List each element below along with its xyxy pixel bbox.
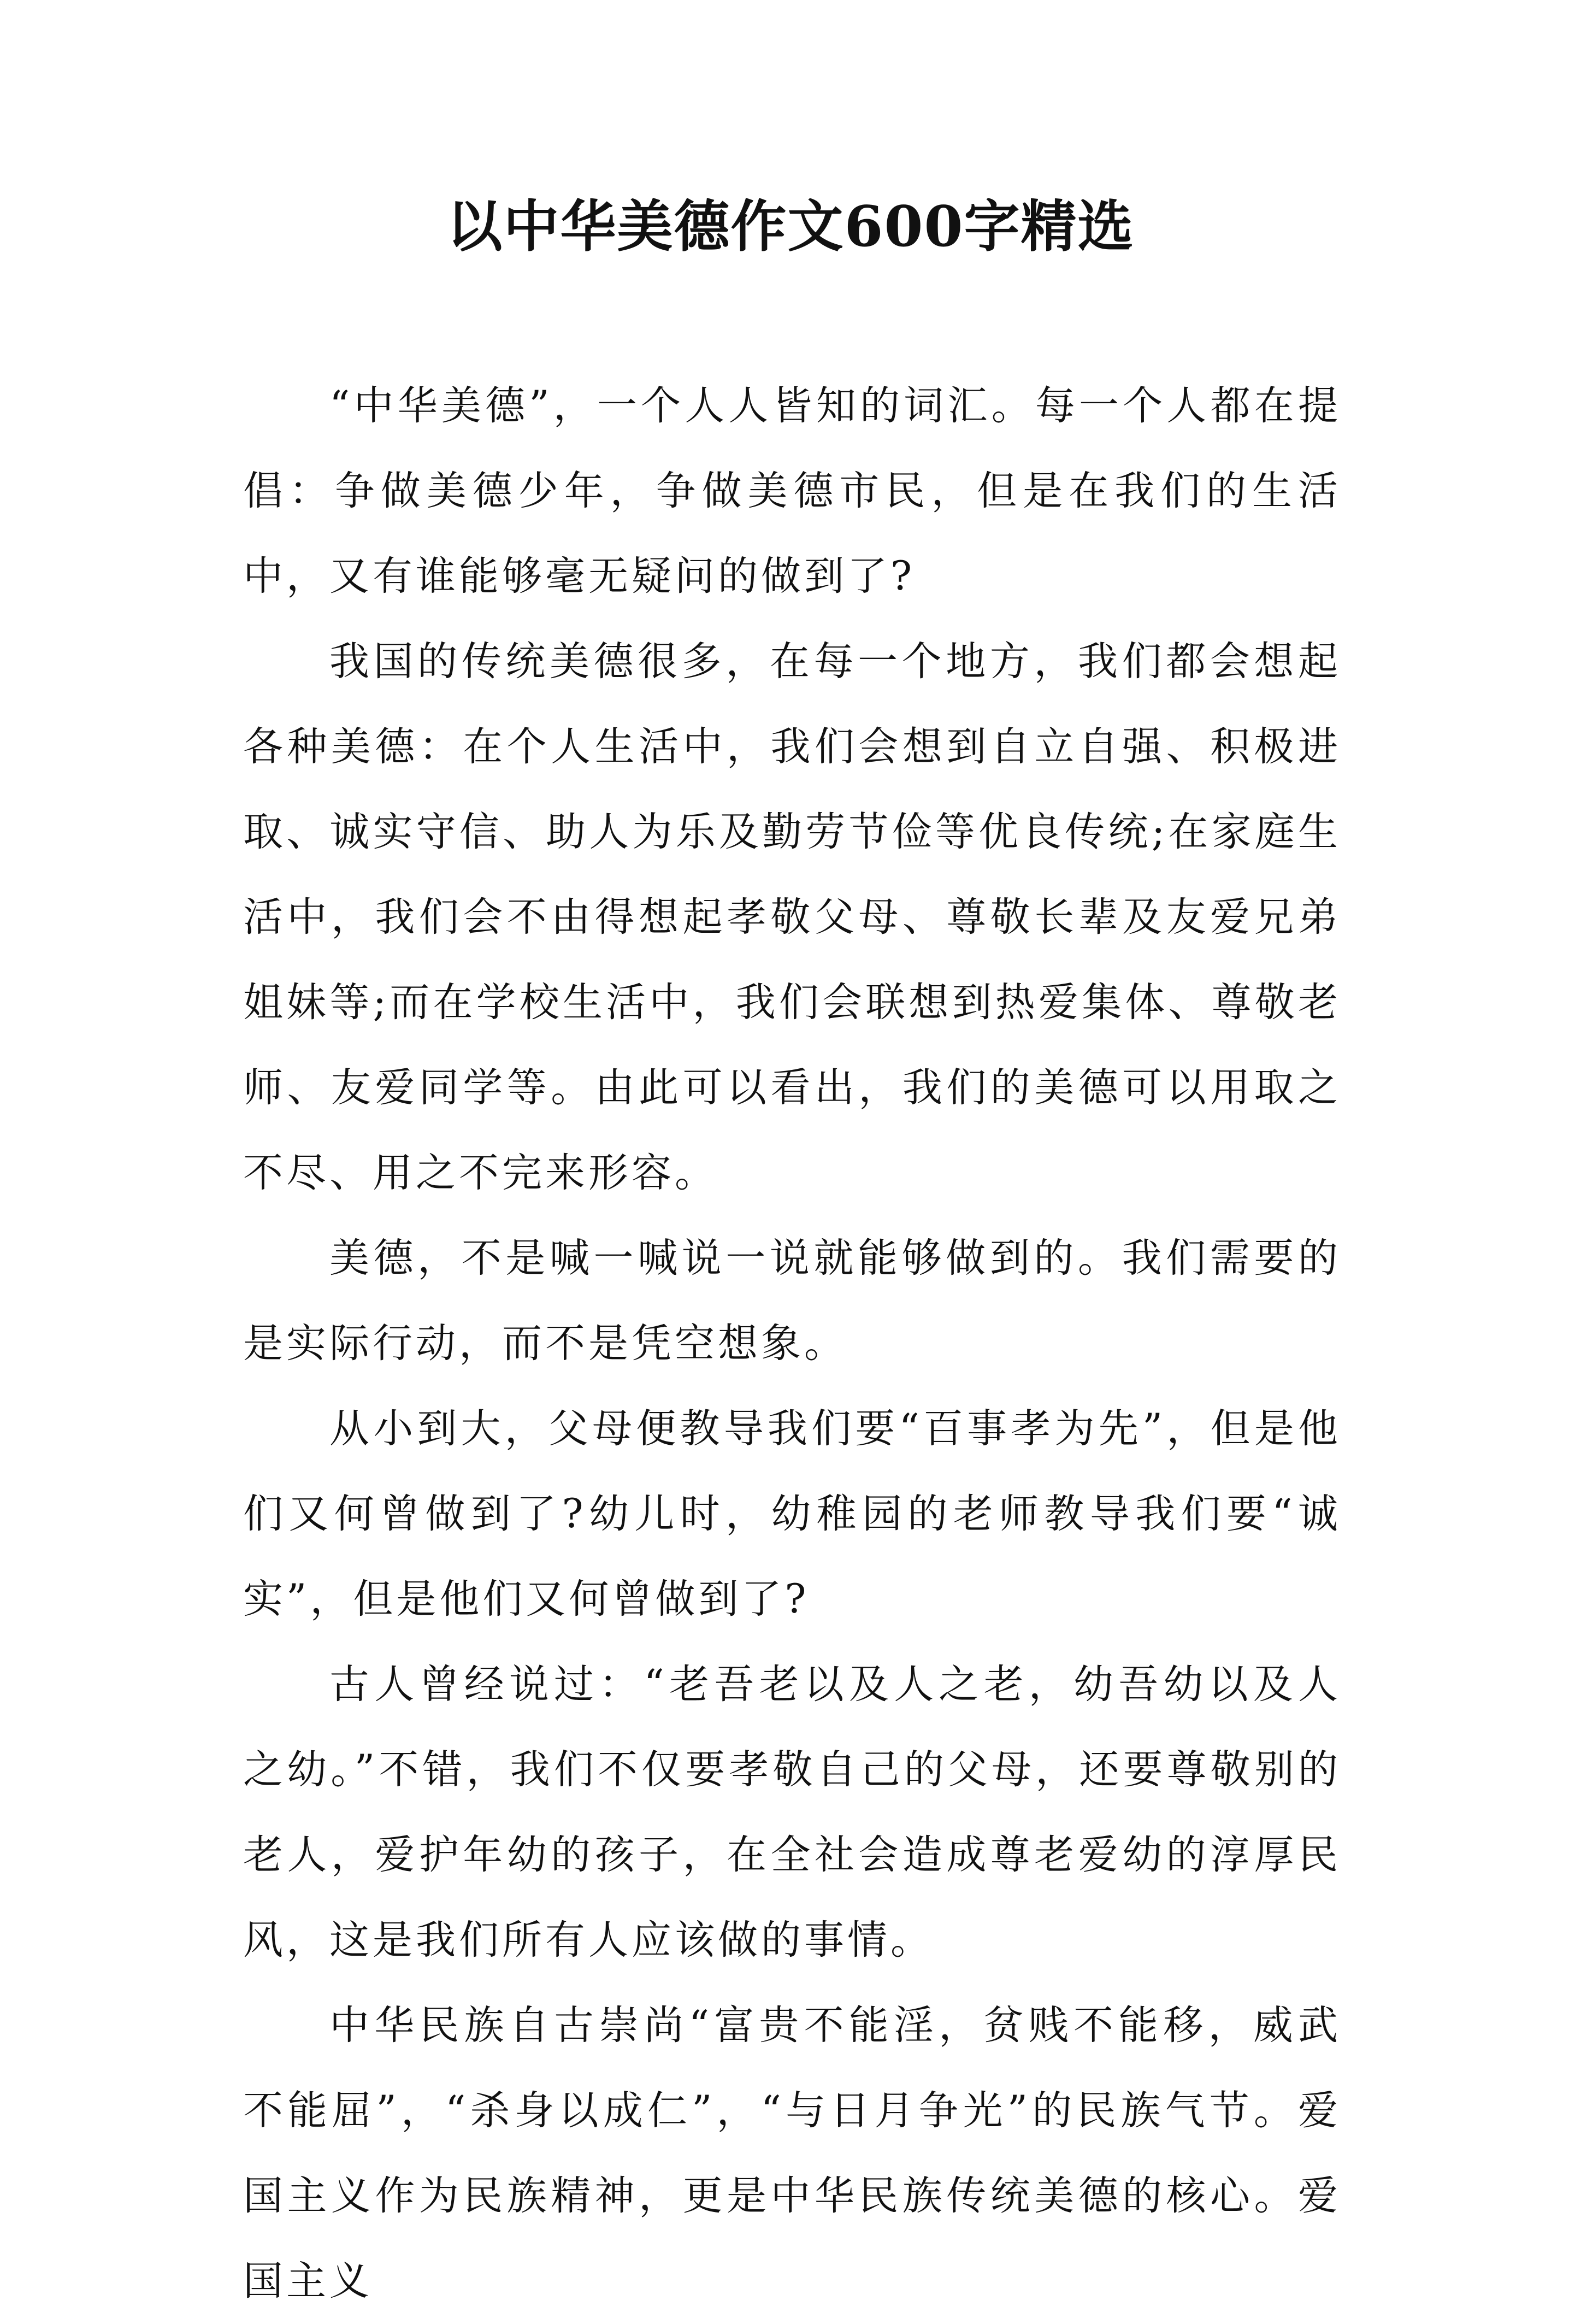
paragraph: 我国的传统美德很多，在每一个地方，我们都会想起各种美德：在个人生活中，我们会想到自立自强、积极进取、诚实守信、助人为乐及勤劳节俭等优良传统;在家庭生活中，我们会不由得想起孝敬父母、尊敬长辈及友爱兄弟姐妹等;而在学校生活中，我们会联想到热爱集体、尊敬老师、友爱同学等。由此可以看出，我们的美德可以用取之不尽、用之不完来形容。 [243,638,1341,1196]
paragraph: 从小到大，父母便教导我们要“百事孝为先”，但是他们又何曾做到了?幼儿时，幼稚园的老师教导我们要“诚实”，但是他们又何曾做到了? [243,1405,1341,1622]
document-body [243,363,1341,2324]
document-title: 以中华美德作文600字精选 [446,194,1135,260]
paragraph: “中华美德”，一个人人皆知的词汇。每一个人都在提倡：争做美德少年，争做美德市民，但是在我们的生活中，又有谁能够毫无疑问的做到了? [243,383,1341,599]
paragraph: 中华民族自古崇尚“富贵不能淫，贫贱不能移，威武不能屈”，“杀身以成仁”，“与日月争光”的民族气节。爱国主义作为民族精神，更是中华民族传统美德的核心。爱国主义 [243,2002,1341,2304]
paragraph: 美德，不是喊一喊说一说就能够做到的。我们需要的是实际行动，而不是凭空想象。 [243,1235,1341,1367]
paragraph: 古人曾经说过：“老吾老以及人之老，幼吾幼以及人之幼。”不错，我们不仅要孝敬自己的父母，还要尊敬别的老人，爱护年幼的孩子，在全社会造成尊老爱幼的淳厚民风，这是我们所有人应该做的事情。 [243,1661,1341,1963]
